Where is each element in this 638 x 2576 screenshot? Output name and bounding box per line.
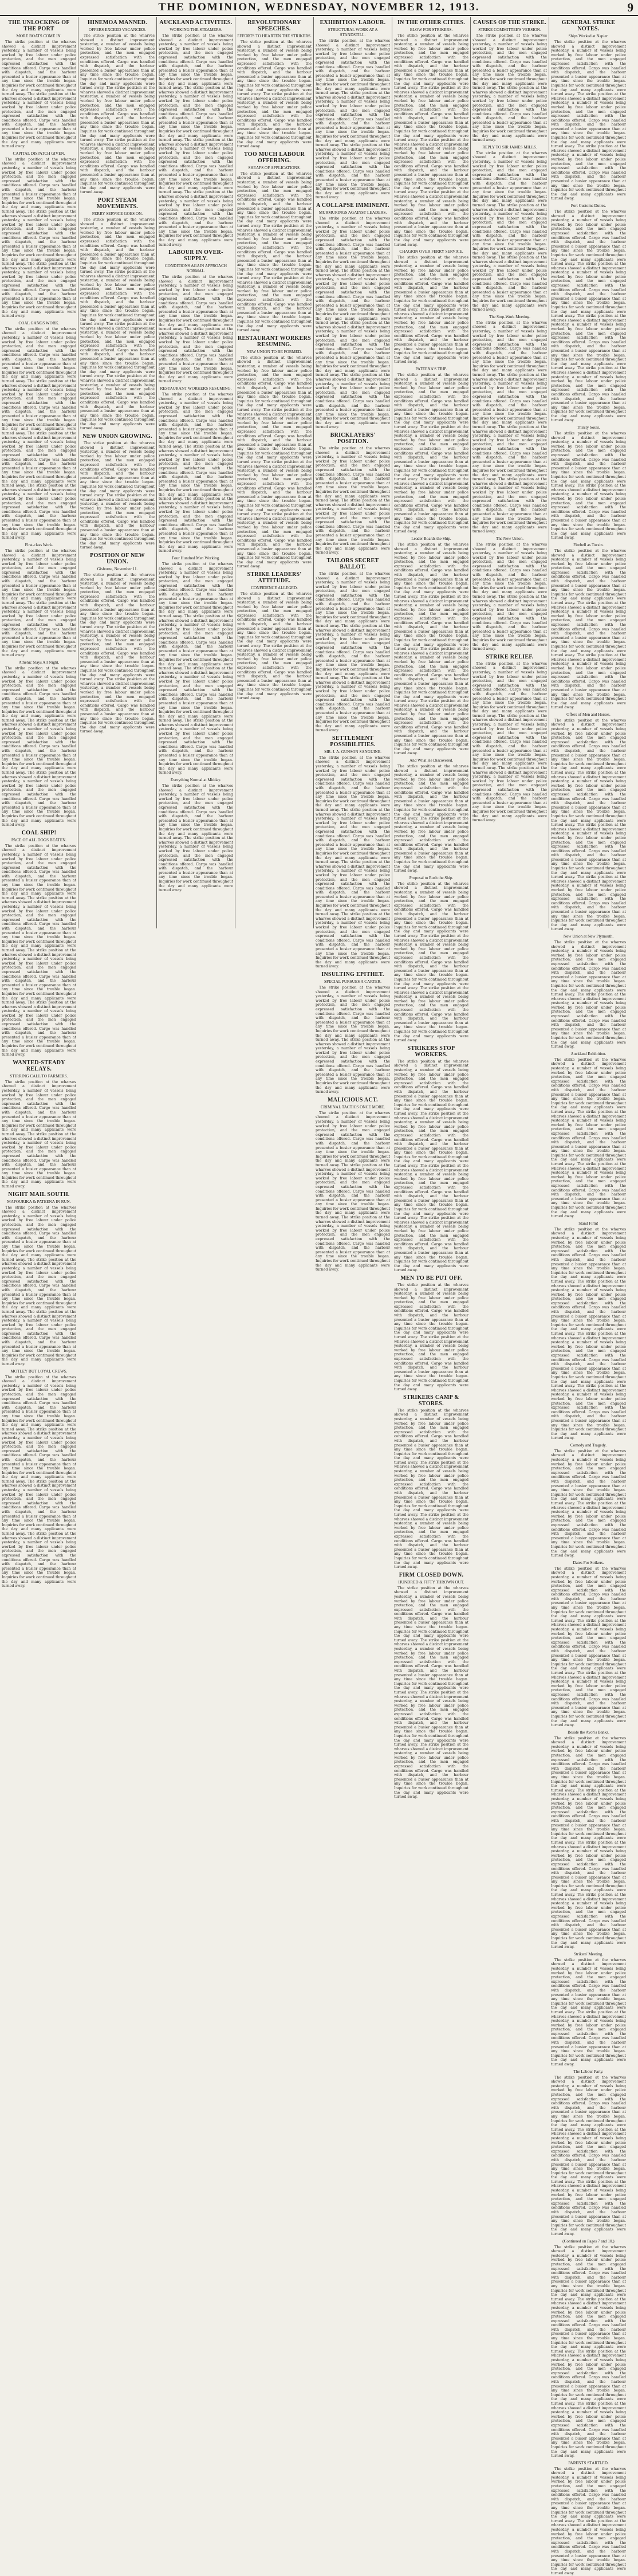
- article-subheading: Beside the Avon's Banks.: [568, 1730, 609, 1735]
- article-body-text: The strike position at the wharves showed a distinct improvement yesterday, a number of vessels being worked by free labour under police protection, and the men engaged expressed satisfaction with the conditions offered. Cargo was handled with dispatch, and the harbour presented a busier appearance than at any time since the trouble began. Inquiries for work continued throughout the day and many applicants were turned away. The strike position at the wharves showed a distinct improvement yesterday, a number of vessels being worked by free labour under police protection, and the men engaged expressed satisfaction with the conditions offered. Cargo was handled with dispatch, and the harbour presented a busier appearance than at any time since the trouble began. Inquiries for work continued throughout the day and many applicants were turned away. The strike position at the wharves showed a distinct improvement yesterday, a number of vessels being worked by free labour under police protection, and the men engaged expressed satisfaction with the conditions offered. Cargo was handled with dispatch, and the harbour presented a busier appearance than at any time since the trouble began. Inquiries for work continued throughout the day and many applicants were turned away. The strike position at the wharves showed a distinct improvement yesterday, a number of vessels being worked by free labour under police protection, and the men engaged expressed satisfaction with the conditions offered. Cargo was handled with dispatch, and the harbour presented a busier appearance than at any time since the trouble began. Inquiries for work continued throughout the day and many applicants were turned away.: [316, 755, 390, 969]
- article-headline: WANTED-STEADY RELAYS.: [13, 1059, 65, 1072]
- article-headline: STRIKE RELIEF.: [486, 653, 534, 660]
- article-subheading: CRIMINAL TACTICS ONCE MORE.: [320, 1104, 385, 1109]
- article: [237, 19, 312, 149]
- article-subheading: Gisborne, November 11.: [97, 566, 138, 571]
- article: [394, 1572, 468, 1799]
- article-subheading: The Labour Party.: [573, 2069, 604, 2074]
- article-body-text: The strike position at the wharves showed a distinct improvement yesterday, a number of vessels being worked by free labour under police protection, and the men engaged expressed satisfaction with the conditions offered. Cargo was handled with dispatch, and the harbour presented a busier appearance than at any time since the trouble began. Inquiries for work continued throughout the day and many applicants were turned away. The strike position at the wharves showed a distinct improvement yesterday, a number of vessels being worked by free labour under police protection, and the men engaged expressed satisfaction with the conditions offered. Cargo was handled with dispatch, and the harbour presented a busier appearance than at any time since the trouble began. Inquiries for work continued throughout the day and many applicants were turned away.: [80, 441, 155, 550]
- article-body-text: The strike position at the wharves showed a distinct improvement yesterday, a number of vessels being worked by free labour under police protection, and the men engaged expressed satisfaction with the conditions offered. Cargo was handled with dispatch, and the harbour presented a busier appearance than at any time since the trouble began. Inquiries for work continued throughout the day and many applicants were turned away. The strike position at the wharves showed a distinct improvement yesterday, a number of vessels being worked by free labour under police protection, and the men engaged expressed satisfaction with the conditions offered. Cargo was handled with dispatch, and the harbour presented a busier appearance than at any time since the trouble began. Inquiries for work continued throughout the day and many applicants were turned away. The strike position at the wharves showed a distinct improvement yesterday, a number of vessels being worked by free labour under police protection, and the men engaged expressed satisfaction with the conditions offered. Cargo was handled with dispatch, and the harbour presented a busier appearance than at any time since the trouble began. Inquiries for work continued throughout the day and many applicants were turned away. The strike position at the wharves showed a distinct improvement yesterday, a number of vessels being worked by free labour under police protection, and the men engaged expressed satisfaction with the conditions offered. Cargo was handled with dispatch, and the harbour presented a busier appearance than at any time since the trouble began. Inquiries for work continued throughout the day and many applicants were turned away.: [551, 2245, 626, 2459]
- article-headline: IN THE OTHER CITIES.: [397, 19, 466, 26]
- article-body-text: The strike position at the wharves showed a distinct improvement yesterday, a number of vessels being worked by free labour under police protection, and the men engaged expressed satisfaction with the conditions offered. Cargo was handled with dispatch, and the harbour presented a busier appearance than at any time since the trouble began. Inquiries for work continued throughout the day and many applicants were turned away. The strike position at the wharves showed a distinct improvement yesterday, a number of vessels being worked by free labour under police protection, and the men engaged expressed satisfaction with the conditions offered. Cargo was handled with dispatch, and the harbour presented a busier appearance than at any time since the trouble began. Inquiries for work continued throughout the day and many applicants were turned away. The strike position at the wharves showed a distinct improvement yesterday, a number of vessels being worked by free labour under police protection, and the men engaged expressed satisfaction with the conditions offered. Cargo was handled with dispatch, and the harbour presented a busier appearance than at any time since the trouble began. Inquiries for work continued throughout the day and many applicants were turned away. The strike position at the wharves showed a distinct improvement yesterday, a number of vessels being worked by free labour under police protection, and the men engaged expressed satisfaction with the conditions offered. Cargo was handled with dispatch, and the harbour presented a busier appearance than at any time since the trouble began. Inquiries for work continued throughout the day and many applicants were turned away.: [237, 355, 312, 569]
- article-subheading: MR. J. A. GUNSON SANGUINE.: [324, 749, 381, 754]
- article: [316, 1097, 390, 1272]
- article: [551, 1730, 626, 1950]
- article-body-text: The strike position at the wharves showed a distinct improvement yesterday, a number of vessels being worked by free labour under police protection, and the men engaged expressed satisfaction with the conditions offered. Cargo was handled with dispatch, and the harbour presented a busier appearance than at any time since the trouble began. Inquiries for work continued throughout the day and many applicants were turned away. The strike position at the wharves showed a distinct improvement yesterday, a number of vessels being worked by free labour under police protection, and the men engaged expressed satisfaction with the conditions offered. Cargo was handled with dispatch, and the harbour presented a busier appearance than at any time since the trouble began. Inquiries for work continued throughout the day and many applicants were turned away.: [472, 542, 547, 652]
- article-subheading: The New Union.: [495, 536, 524, 541]
- article-subheading: New Union at New Plymouth.: [563, 934, 614, 939]
- article: [237, 571, 312, 701]
- article-body-text: The strike position at the wharves showed a distinct improvement yesterday, a number of vessels being worked by free labour under police protection, and the men engaged expressed satisfaction with the conditions offered. Cargo was handled with dispatch, and the harbour presented a busier appearance than at any time since the trouble began. Inquiries for work continued throughout the day and many applicants were turned away. The strike position at the wharves showed a distinct improvement yesterday, a number of vessels being worked by free labour under police protection, and the men engaged expressed satisfaction with the conditions offered. Cargo was handled with dispatch, and the harbour presented a busier appearance than at any time since the trouble began. Inquiries for work continued throughout the day and many applicants were turned away.: [551, 1449, 626, 1558]
- article: [551, 1561, 626, 1728]
- article: [2, 1369, 76, 1589]
- article-body-text: The strike position at the wharves showed a distinct improvement yesterday, a number of vessels being worked by free labour under police protection, and the men engaged expressed satisfaction with the conditions offered. Cargo was handled with dispatch, and the harbour presented a busier appearance than at any time since the trouble began. Inquiries for work continued throughout the day and many applicants were turned away. The strike position at the wharves showed a distinct improvement yesterday, a number of vessels being worked by free labour under police protection, and the men engaged expressed satisfaction with the conditions offered. Cargo was handled with dispatch, and the harbour presented a busier appearance than at any time since the trouble began. Inquiries for work continued throughout the day and many applicants were turned away. The strike position at the wharves showed a distinct improvement yesterday, a number of vessels being worked by free labour under police protection, and the men engaged expressed satisfaction with the conditions offered. Cargo was handled with dispatch, and the harbour presented a busier appearance than at any time since the trouble began. Inquiries for work continued throughout the day and many applicants were turned away.: [159, 392, 233, 554]
- article: [472, 315, 547, 534]
- article: [551, 2461, 626, 2576]
- article-subheading: Dates For Strikers.: [573, 1560, 604, 1565]
- article: [394, 876, 468, 1043]
- article-headline: A COLLAPSE IMMINENT.: [316, 202, 389, 209]
- article-body-text: The strike position at the wharves showed a distinct improvement yesterday, a number of vessels being worked by free labour under police protection, and the men engaged expressed satisfaction with the conditions offered. Cargo was handled with dispatch, and the harbour presented a busier appearance than at any time since the trouble began. Inquiries for work continued throughout the day and many applicants were turned away. The strike position at the wharves showed a distinct improvement yesterday, a number of vessels being worked by free labour under police protection, and the men engaged expressed satisfaction with the conditions offered. Cargo was handled with dispatch, and the harbour presented a busier appearance than at any time since the trouble began. Inquiries for work continued throughout the day and many applicants were turned away.: [159, 275, 233, 384]
- article-subheading: Comedy and Tragedy.: [570, 1442, 607, 1448]
- article-subheading: First-class Work.: [25, 542, 53, 547]
- article: [551, 19, 626, 201]
- article-subheading: REPLY TO SIR JAMES MILLS.: [482, 144, 537, 150]
- article-body-text: The strike position at the wharves showed a distinct improvement yesterday, a number of vessels being worked by free labour under police protection, and the men engaged expressed satisfaction with the conditions offered. Cargo was handled with dispatch, and the harbour presented a busier appearance than at any time since the trouble began. Inquiries for work continued throughout the day and many applicants were turned away. The strike position at the wharves showed a distinct improvement yesterday, a number of vessels being worked by free labour under police protection, and the men engaged expressed satisfaction with the conditions offered. Cargo was handled with dispatch, and the harbour presented a busier appearance than at any time since the trouble began. Inquiries for work continued throughout the day and many applicants were turned away. The strike position at the wharves showed a distinct improvement yesterday, a number of vessels being worked by free labour under police protection, and the men engaged expressed satisfaction with the conditions offered. Cargo was handled with dispatch, and the harbour presented a busier appearance than at any time since the trouble began. Inquiries for work continued throughout the day and many applicants were turned away.: [551, 2075, 626, 2236]
- article-subheading: The Stop-Work Meeting.: [489, 314, 530, 319]
- article-subheading: Auckland Exhibition.: [570, 1051, 607, 1056]
- article-body-text: The strike position at the wharves showed a distinct improvement yesterday, a number of vessels being worked by free labour under police protection, and the men engaged expressed satisfaction with the conditions offered. Cargo was handled with dispatch, and the harbour presented a busier appearance than at any time since the trouble began. Inquiries for work continued throughout the day and many applicants were turned away. The strike position at the wharves showed a distinct improvement yesterday, a number of vessels being worked by free labour under police protection, and the men engaged expressed satisfaction with the conditions offered. Cargo was handled with dispatch, and the harbour presented a busier appearance than at any time since the trouble began. Inquiries for work continued throughout the day and many applicants were turned away. The strike position at the wharves showed a distinct improvement yesterday, a number of vessels being worked by free labour under police protection, and the men engaged expressed satisfaction with the conditions offered. Cargo was handled with dispatch, and the harbour presented a busier appearance than at any time since the trouble began. Inquiries for work continued throughout the day and many applicants were turned away.: [394, 881, 468, 1043]
- article-body-text: The strike position at the wharves showed a distinct improvement yesterday, a number of vessels being worked by free labour under police protection, and the men engaged expressed satisfaction with the conditions offered. Cargo was handled with dispatch, and the harbour presented a busier appearance than at any time since the trouble began. Inquiries for work continued throughout the day and many applicants were turned away. The strike position at the wharves showed a distinct improvement yesterday, a number of vessels being worked by free labour under police protection, and the men engaged expressed satisfaction with the conditions offered. Cargo was handled with dispatch, and the harbour presented a busier appearance than at any time since the trouble began. Inquiries for work continued throughout the day and many applicants were turned away. The strike position at the wharves showed a distinct improvement yesterday, a number of vessels being worked by free labour under police protection, and the men engaged expressed satisfaction with the conditions offered. Cargo was handled with dispatch, and the harbour presented a busier appearance than at any time since the trouble began. Inquiries for work continued throughout the day and many applicants were turned away.: [80, 573, 155, 734]
- article-subheading: STRUCTURAL WORK AT A STANDSTILL.: [328, 28, 378, 37]
- article-body-text: The strike position at the wharves showed a distinct improvement yesterday, a number of vessels being worked by free labour under police protection, and the men engaged expressed satisfaction with the conditions offered. Cargo was handled with dispatch, and the harbour presented a busier appearance than at any time since the trouble began. Inquiries for work continued throughout the day and many applicants were turned away. The strike position at the wharves showed a distinct improvement yesterday, a number of vessels being worked by free labour under police protection, and the men engaged expressed satisfaction with the conditions offered. Cargo was handled with dispatch, and the harbour presented a busier appearance than at any time since the trouble began. Inquiries for work continued throughout the day and many applicants were turned away. The strike position at the wharves showed a distinct improvement yesterday, a number of vessels being worked by free labour under police protection, and the men engaged expressed satisfaction with the conditions offered. Cargo was handled with dispatch, and the harbour presented a busier appearance than at any time since the trouble began. Inquiries for work continued throughout the day and many applicants were turned away. The strike position at the wharves showed a distinct improvement yesterday, a number of vessels being worked by free labour under police protection, and the men engaged expressed satisfaction with the conditions offered. Cargo was handled with dispatch, and the harbour presented a busier appearance than at any time since the trouble began. Inquiries for work continued throughout the day and many applicants were turned away.: [394, 1059, 468, 1273]
- article-subheading: MORE BOATS COME IN.: [16, 34, 62, 38]
- article-subheading: Port Customs Duties.: [570, 203, 607, 208]
- article-headline: FIRM CLOSED DOWN.: [399, 1571, 464, 1578]
- article: [2, 543, 76, 658]
- article: [159, 249, 233, 384]
- column-5: [314, 17, 392, 1272]
- article-subheading: Firebell as Tocsin.: [573, 542, 604, 547]
- article-headline: COAL SHIP!: [21, 829, 57, 836]
- article-subheading: And What He Discovered.: [409, 758, 454, 763]
- article: [394, 19, 468, 247]
- article: [551, 1221, 626, 1441]
- article-body-text: The strike position at the wharves showed a distinct improvement yesterday, a number of vessels being worked by free labour under police protection, and the men engaged expressed satisfaction with the conditions offered. Cargo was handled with dispatch, and the harbour presented a busier appearance than at any time since the trouble began. Inquiries for work continued throughout the day and many applicants were turned away. The strike position at the wharves showed a distinct improvement yesterday, a number of vessels being worked by free labour under police protection, and the men engaged expressed satisfaction with the conditions offered. Cargo was handled with dispatch, and the harbour presented a busier appearance than at any time since the trouble began. Inquiries for work continued throughout the day and many applicants were turned away.: [237, 40, 312, 149]
- article-body-text: The strike position at the wharves showed a distinct improvement yesterday, a number of vessels being worked by free labour under police protection, and the men engaged expressed satisfaction with the conditions offered. Cargo was handled with dispatch, and the harbour presented a busier appearance than at any time since the trouble began. Inquiries for work continued throughout the day and many applicants were turned away. The strike position at the wharves showed a distinct improvement yesterday, a number of vessels being worked by free labour under police protection, and the men engaged expressed satisfaction with the conditions offered. Cargo was handled with dispatch, and the harbour presented a busier appearance than at any time since the trouble began. Inquiries for work continued throughout the day and many applicants were turned away. The strike position at the wharves showed a distinct improvement yesterday, a number of vessels being worked by free labour under police protection, and the men engaged expressed satisfaction with the conditions offered. Cargo was handled with dispatch, and the harbour presented a busier appearance than at any time since the trouble began. Inquiries for work continued throughout the day and many applicants were turned away.: [316, 39, 390, 200]
- column-1: [0, 17, 78, 1589]
- article-body-text: The strike position at the wharves showed a distinct improvement yesterday, a number of vessels being worked by free labour under police protection, and the men engaged expressed satisfaction with the conditions offered. Cargo was handled with dispatch, and the harbour presented a busier appearance than at any time since the trouble began. Inquiries for work continued throughout the day and many applicants were turned away. The strike position at the wharves showed a distinct improvement yesterday, a number of vessels being worked by free labour under police protection, and the men engaged expressed satisfaction with the conditions offered. Cargo was handled with dispatch, and the harbour presented a busier appearance than at any time since the trouble began. Inquiries for work continued throughout the day and many applicants were turned away. The strike position at the wharves showed a distinct improvement yesterday, a number of vessels being worked by free labour under police protection, and the men engaged expressed satisfaction with the conditions offered. Cargo was handled with dispatch, and the harbour presented a busier appearance than at any time since the trouble began. Inquiries for work continued throughout the day and many applicants were turned away.: [2, 1205, 76, 1367]
- article-subheading: PACE OF ALL DOGS BEATEN.: [11, 837, 67, 842]
- article: [316, 432, 390, 555]
- article-body-text: The strike position at the wharves showed a distinct improvement yesterday, a number of vessels being worked by free labour under police protection, and the men engaged expressed satisfaction with the conditions offered. Cargo was handled with dispatch, and the harbour presented a busier appearance than at any time since the trouble began. Inquiries for work continued throughout the day and many applicants were turned away. The strike position at the wharves showed a distinct improvement yesterday, a number of vessels being worked by free labour under police protection, and the men engaged expressed satisfaction with the conditions offered. Cargo was handled with dispatch, and the harbour presented a busier appearance than at any time since the trouble began. Inquiries for work continued throughout the day and many applicants were turned away. The strike position at the wharves showed a distinct improvement yesterday, a number of vessels being worked by free labour under police protection, and the men engaged expressed satisfaction with the conditions offered. Cargo was handled with dispatch, and the harbour presented a busier appearance than at any time since the trouble began. Inquiries for work continued throughout the day and many applicants were turned away.: [551, 1057, 626, 1219]
- article: [2, 19, 76, 149]
- article-body-text: The strike position at the wharves showed a distinct improvement yesterday, a number of vessels being worked by free labour under police protection, and the men engaged expressed satisfaction with the conditions offered. Cargo was handled with dispatch, and the harbour presented a busier appearance than at any time since the trouble began. Inquiries for work continued throughout the day and many applicants were turned away. The strike position at the wharves showed a distinct improvement yesterday, a number of vessels being worked by free labour under police protection, and the men engaged expressed satisfaction with the conditions offered. Cargo was handled with dispatch, and the harbour presented a busier appearance than at any time since the trouble began. Inquiries for work continued throughout the day and many applicants were turned away. The strike position at the wharves showed a distinct improvement yesterday, a number of vessels being worked by free labour under police protection, and the men engaged expressed satisfaction with the conditions offered. Cargo was handled with dispatch, and the harbour presented a busier appearance than at any time since the trouble began. Inquiries for work continued throughout the day and many applicants were turned away. The strike position at the wharves showed a distinct improvement yesterday, a number of vessels being worked by free labour under police protection, and the men engaged expressed satisfaction with the conditions offered. Cargo was handled with dispatch, and the harbour presented a busier appearance than at any time since the trouble began. Inquiries for work continued throughout the day and many applicants were turned away.: [551, 1227, 626, 1441]
- article: [551, 1952, 626, 2067]
- article: [2, 1060, 76, 1189]
- article-body-text: The strike position at the wharves showed a distinct improvement yesterday, a number of vessels being worked by free labour under police protection, and the men engaged expressed satisfaction with the conditions offered. Cargo was handled with dispatch, and the harbour presented a busier appearance than at any time since the trouble began. Inquiries for work continued throughout the day and many applicants were turned away. The strike position at the wharves showed a distinct improvement yesterday, a number of vessels being worked by free labour under police protection, and the men engaged expressed satisfaction with the conditions offered. Cargo was handled with dispatch, and the harbour presented a busier appearance than at any time since the trouble began. Inquiries for work continued throughout the day and many applicants were turned away.: [551, 2467, 626, 2575]
- article-body-text: The strike position at the wharves showed a distinct improvement yesterday, a number of vessels being worked by free labour under police protection, and the men engaged expressed satisfaction with the conditions offered. Cargo was handled with dispatch, and the harbour presented a busier appearance than at any time since the trouble began. Inquiries for work continued throughout the day and many applicants were turned away. The strike position at the wharves showed a distinct improvement yesterday, a number of vessels being worked by free labour under police protection, and the men engaged expressed satisfaction with the conditions offered. Cargo was handled with dispatch, and the harbour presented a busier appearance than at any time since the trouble began. Inquiries for work continued throughout the day and many applicants were turned away.: [2, 40, 76, 149]
- article-body-text: The strike position at the wharves showed a distinct improvement yesterday, a number of vessels being worked by free labour under police protection, and the men engaged expressed satisfaction with the conditions offered. Cargo was handled with dispatch, and the harbour presented a busier appearance than at any time since the trouble began. Inquiries for work continued throughout the day and many applicants were turned away. The strike position at the wharves showed a distinct improvement yesterday, a number of vessels being worked by free labour under police protection, and the men engaged expressed satisfaction with the conditions offered. Cargo was handled with dispatch, and the harbour presented a busier appearance than at any time since the trouble began. Inquiries for work continued throughout the day and many applicants were turned away. The strike position at the wharves showed a distinct improvement yesterday, a number of vessels being worked by free labour under police protection, and the men engaged expressed satisfaction with the conditions offered. Cargo was handled with dispatch, and the harbour presented a busier appearance than at any time since the trouble began. Inquiries for work continued throughout the day and many applicants were turned away.: [237, 171, 312, 333]
- article: [316, 558, 390, 733]
- article-headline: POSITION OF NEW UNION.: [90, 552, 145, 565]
- article-subheading: MOTLEY BUT LOYAL CREWS.: [10, 1369, 68, 1374]
- article: [394, 536, 468, 756]
- article-body-text: The strike position at the wharves showed a distinct improvement yesterday, a number of vessels being worked by free labour under police protection, and the men engaged expressed satisfaction with the conditions offered. Cargo was handled with dispatch, and the harbour presented a busier appearance than at any time since the trouble began. Inquiries for work continued throughout the day and many applicants were turned away. The strike position at the wharves showed a distinct improvement yesterday, a number of vessels being worked by free labour under police protection, and the men engaged expressed satisfaction with the conditions offered. Cargo was handled with dispatch, and the harbour presented a busier appearance than at any time since the trouble began. Inquiries for work continued throughout the day and many applicants were turned away. The strike position at the wharves showed a distinct improvement yesterday, a number of vessels being worked by free labour under police protection, and the men engaged expressed satisfaction with the conditions offered. Cargo was handled with dispatch, and the harbour presented a busier appearance than at any time since the trouble began. Inquiries for work continued throughout the day and many applicants were turned away. The strike position at the wharves showed a distinct improvement yesterday, a number of vessels being worked by free labour under police protection, and the men engaged expressed satisfaction with the conditions offered. Cargo was handled with dispatch, and the harbour presented a busier appearance than at any time since the trouble began. Inquiries for work continued throughout the day and many applicants were turned away.: [394, 1586, 468, 1799]
- article: [551, 203, 626, 423]
- article-body-text: The strike position at the wharves showed a distinct improvement yesterday, a number of vessels being worked by free labour under police protection, and the men engaged expressed satisfaction with the conditions offered. Cargo was handled with dispatch, and the harbour presented a busier appearance than at any time since the trouble began. Inquiries for work continued throughout the day and many applicants were turned away. The strike position at the wharves showed a distinct improvement yesterday, a number of vessels being worked by free labour under police protection, and the men engaged expressed satisfaction with the conditions offered. Cargo was handled with dispatch, and the harbour presented a busier appearance than at any time since the trouble began. Inquiries for work continued throughout the day and many applicants were turned away. The strike position at the wharves showed a distinct improvement yesterday, a number of vessels being worked by free labour under police protection, and the men engaged expressed satisfaction with the conditions offered. Cargo was handled with dispatch, and the harbour presented a busier appearance than at any time since the trouble began. Inquiries for work continued throughout the day and many applicants were turned away. The strike position at the wharves showed a distinct improvement yesterday, a number of vessels being worked by free labour under police protection, and the men engaged expressed satisfaction with the conditions offered. Cargo was handled with dispatch, and the harbour presented a busier appearance than at any time since the trouble began. Inquiries for work continued throughout the day and many applicants were turned away.: [472, 320, 547, 534]
- article-headline: RESTAURANT WORKERS RESUMING.: [238, 335, 311, 348]
- article-headline: NEW UNION GROWING.: [82, 433, 152, 440]
- article-headline: GENERAL STRIKE NOTES.: [561, 19, 616, 32]
- article-subheading: COAL GANGS WORK.: [18, 320, 60, 326]
- article-headline: CAUSES OF THE STRIKE.: [472, 19, 546, 26]
- article-headline: MALICIOUS ACT.: [328, 1096, 378, 1103]
- article-body-text: The strike position at the wharves showed a distinct improvement yesterday, a number of vessels being worked by free labour under police protection, and the men engaged expressed satisfaction with the conditions offered. Cargo was handled with dispatch, and the harbour presented a busier appearance than at any time since the trouble began. Inquiries for work continued throughout the day and many applicants were turned away. The strike position at the wharves showed a distinct improvement yesterday, a number of vessels being worked by free labour under police protection, and the men engaged expressed satisfaction with the conditions offered. Cargo was handled with dispatch, and the harbour presented a busier appearance than at any time since the trouble began. Inquiries for work continued throughout the day and many applicants were turned away. The strike position at the wharves showed a distinct improvement yesterday, a number of vessels being worked by free labour under police protection, and the men engaged expressed satisfaction with the conditions offered. Cargo was handled with dispatch, and the harbour presented a busier appearance than at any time since the trouble began. Inquiries for work continued throughout the day and many applicants were turned away.: [80, 34, 155, 195]
- article-subheading: Proposal to Rush the Ship.: [409, 875, 454, 880]
- article-headline: TOO MUCH LABOUR OFFERING.: [244, 151, 305, 164]
- article: [472, 536, 547, 652]
- article: [80, 552, 155, 734]
- article-subheading: MAPOURIKA & PATEENA IN RUN.: [7, 1199, 71, 1204]
- article: [394, 1394, 468, 1570]
- article-body-text: The strike position at the wharves showed a distinct improvement yesterday, a number of vessels being worked by free labour under police protection, and the men engaged expressed satisfaction with the conditions offered. Cargo was handled with dispatch, and the harbour presented a busier appearance than at any time since the trouble began. Inquiries for work continued throughout the day and many applicants were turned away. The strike position at the wharves showed a distinct improvement yesterday, a number of vessels being worked by free labour under police protection, and the men engaged expressed satisfaction with the conditions offered. Cargo was handled with dispatch, and the harbour presented a busier appearance than at any time since the trouble began. Inquiries for work continued throughout the day and many applicants were turned away. The strike position at the wharves showed a distinct improvement yesterday, a number of vessels being worked by free labour under police protection, and the men engaged expressed satisfaction with the conditions offered. Cargo was handled with dispatch, and the harbour presented a busier appearance than at any time since the trouble began. Inquiries for work continued throughout the day and many applicants were turned away. The strike position at the wharves showed a distinct improvement yesterday, a number of vessels being worked by free labour under police protection, and the men engaged expressed satisfaction with the conditions offered. Cargo was handled with dispatch, and the harbour presented a busier appearance than at any time since the trouble began. Inquiries for work continued throughout the day and many applicants were turned away.: [551, 718, 626, 932]
- article-subheading: Ships Worked at Napier.: [568, 34, 609, 38]
- article: [551, 712, 626, 932]
- article-headline: NIGHT MAIL SOUTH.: [8, 1191, 70, 1198]
- article-headline: INSULTING EPITHET.: [321, 971, 384, 978]
- article-body-text: The strike position at the wharves showed a distinct improvement yesterday, a number of vessels being worked by free labour under police protection, and the men engaged expressed satisfaction with the conditions offered. Cargo was handled with dispatch, and the harbour presented a busier appearance than at any time since the trouble began. Inquiries for work continued throughout the day and many applicants were turned away. The strike position at the wharves showed a distinct improvement yesterday, a number of vessels being worked by free labour under police protection, and the men engaged expressed satisfaction with the conditions offered. Cargo was handled with dispatch, and the harbour presented a busier appearance than at any time since the trouble began. Inquiries for work continued throughout the day and many applicants were turned away. The strike position at the wharves showed a distinct improvement yesterday, a number of vessels being worked by free labour under police protection, and the men engaged expressed satisfaction with the conditions offered. Cargo was handled with dispatch, and the harbour presented a busier appearance than at any time since the trouble began. Inquiries for work continued throughout the day and many applicants were turned away.: [394, 1408, 468, 1570]
- article-body-text: The strike position at the wharves showed a distinct improvement yesterday, a number of vessels being worked by free labour under police protection, and the men engaged expressed satisfaction with the conditions offered. Cargo was handled with dispatch, and the harbour presented a busier appearance than at any time since the trouble began. Inquiries for work continued throughout the day and many applicants were turned away. The strike position at the wharves showed a distinct improvement yesterday, a number of vessels being worked by free labour under police protection, and the men engaged expressed satisfaction with the conditions offered. Cargo was handled with dispatch, and the harbour presented a busier appearance than at any time since the trouble began. Inquiries for work continued throughout the day and many applicants were turned away.: [394, 764, 468, 873]
- article-body-text: The strike position at the wharves showed a distinct improvement yesterday, a number of vessels being worked by free labour under police protection, and the men engaged expressed satisfaction with the conditions offered. Cargo was handled with dispatch, and the harbour presented a busier appearance than at any time since the trouble began. Inquiries for work continued throughout the day and many applicants were turned away. The strike position at the wharves showed a distinct improvement yesterday, a number of vessels being worked by free labour under police protection, and the men engaged expressed satisfaction with the conditions offered. Cargo was handled with dispatch, and the harbour presented a busier appearance than at any time since the trouble began. Inquiries for work continued throughout the day and many applicants were turned away. The strike position at the wharves showed a distinct improvement yesterday, a number of vessels being worked by free labour under police protection, and the men engaged expressed satisfaction with the conditions offered. Cargo was handled with dispatch, and the harbour presented a busier appearance than at any time since the trouble began. Inquiries for work continued throughout the day and many applicants were turned away. The strike position at the wharves showed a distinct improvement yesterday, a number of vessels being worked by free labour under police protection, and the men engaged expressed satisfaction with the conditions offered. Cargo was handled with dispatch, and the harbour presented a busier appearance than at any time since the trouble began. Inquiries for work continued throughout the day and many applicants were turned away.: [2, 1375, 76, 1589]
- article: [551, 2239, 626, 2459]
- article-subheading: STIRRING CALL TO FARMERS.: [10, 1073, 68, 1079]
- article-subheading: NEW UNION TO BE FORMED.: [246, 349, 302, 354]
- article-subheading: FERRY SERVICE GOES ON.: [92, 211, 143, 216]
- article-headline: STRIKERS CAMP & STORES.: [403, 1394, 459, 1407]
- article: [316, 19, 390, 200]
- article-body-text: The strike position at the wharves showed a distinct improvement yesterday, a number of vessels being worked by free labour under police protection, and the men engaged expressed satisfaction with the conditions offered. Cargo was handled with dispatch, and the harbour presented a busier appearance than at any time since the trouble began. Inquiries for work continued throughout the day and many applicants were turned away. The strike position at the wharves showed a distinct improvement yesterday, a number of vessels being worked by free labour under police protection, and the men engaged expressed satisfaction with the conditions offered. Cargo was handled with dispatch, and the harbour presented a busier appearance than at any time since the trouble began. Inquiries for work continued throughout the day and many applicants were turned away.: [394, 256, 468, 364]
- article-headline: HINEMOA MANNED.: [88, 19, 147, 26]
- article: [394, 249, 468, 364]
- article-subheading: Offers of Men and Horses.: [566, 712, 611, 717]
- article-body-text: The strike position at the wharves showed a distinct improvement yesterday, a number of vessels being worked by free labour under police protection, and the men engaged expressed satisfaction with the conditions offered. Cargo was handled with dispatch, and the harbour presented a busier appearance than at any time since the trouble began. Inquiries for work continued throughout the day and many applicants were turned away. The strike position at the wharves showed a distinct improvement yesterday, a number of vessels being worked by free labour under police protection, and the men engaged expressed satisfaction with the conditions offered. Cargo was handled with dispatch, and the harbour presented a busier appearance than at any time since the trouble began. Inquiries for work continued throughout the day and many applicants were turned away.: [159, 784, 233, 893]
- article-headline: REVOLUTIONARY SPEECHES.: [247, 19, 301, 32]
- article-subheading: Stand Firm!: [578, 1221, 598, 1226]
- article-body-text: The strike position at the wharves showed a distinct improvement yesterday, a number of vessels being worked by free labour under police protection, and the men engaged expressed satisfaction with the conditions offered. Cargo was handled with dispatch, and the harbour presented a busier appearance than at any time since the trouble began. Inquiries for work continued throughout the day and many applicants were turned away. The strike position at the wharves showed a distinct improvement yesterday, a number of vessels being worked by free labour under police protection, and the men engaged expressed satisfaction with the conditions offered. Cargo was handled with dispatch, and the harbour presented a busier appearance than at any time since the trouble began. Inquiries for work continued throughout the day and many applicants were turned away. The strike position at the wharves showed a distinct improvement yesterday, a number of vessels being worked by free labour under police protection, and the men engaged expressed satisfaction with the conditions offered. Cargo was handled with dispatch, and the harbour presented a busier appearance than at any time since the trouble began. Inquiries for work continued throughout the day and many applicants were turned away. The strike position at the wharves showed a distinct improvement yesterday, a number of vessels being worked by free labour under police protection, and the men engaged expressed satisfaction with the conditions offered. Cargo was handled with dispatch, and the harbour presented a busier appearance than at any time since the trouble began. Inquiries for work continued throughout the day and many applicants were turned away.: [80, 217, 155, 431]
- article: [159, 556, 233, 775]
- article-body-text: The strike position at the wharves showed a distinct improvement yesterday, a number of vessels being worked by free labour under police protection, and the men engaged expressed satisfaction with the conditions offered. Cargo was handled with dispatch, and the harbour presented a busier appearance than at any time since the trouble began. Inquiries for work continued throughout the day and many applicants were turned away. The strike position at the wharves showed a distinct improvement yesterday, a number of vessels being worked by free labour under police protection, and the men engaged expressed satisfaction with the conditions offered. Cargo was handled with dispatch, and the harbour presented a busier appearance than at any time since the trouble began. Inquiries for work continued throughout the day and many applicants were turned away. The strike position at the wharves showed a distinct improvement yesterday, a number of vessels being worked by free labour under police protection, and the men engaged expressed satisfaction with the conditions offered. Cargo was handled with dispatch, and the harbour presented a busier appearance than at any time since the trouble began. Inquiries for work continued throughout the day and many applicants were turned away. The strike position at the wharves showed a distinct improvement yesterday, a number of vessels being worked by free labour under police protection, and the men engaged expressed satisfaction with the conditions offered. Cargo was handled with dispatch, and the harbour presented a busier appearance than at any time since the trouble began. Inquiries for work continued throughout the day and many applicants were turned away.: [2, 327, 76, 540]
- article-body-text: The strike position at the wharves showed a distinct improvement yesterday, a number of vessels being worked by free labour under police protection, and the men engaged expressed satisfaction with the conditions offered. Cargo was handled with dispatch, and the harbour presented a busier appearance than at any time since the trouble began. Inquiries for work continued throughout the day and many applicants were turned away. The strike position at the wharves showed a distinct improvement yesterday, a number of vessels being worked by free labour under police protection, and the men engaged expressed satisfaction with the conditions offered. Cargo was handled with dispatch, and the harbour presented a busier appearance than at any time since the trouble began. Inquiries for work continued throughout the day and many applicants were turned away.: [551, 940, 626, 1049]
- article-body-text: The strike position at the wharves showed a distinct improvement yesterday, a number of vessels being worked by free labour under police protection, and the men engaged expressed satisfaction with the conditions offered. Cargo was handled with dispatch, and the harbour presented a busier appearance than at any time since the trouble began. Inquiries for work continued throughout the day and many applicants were turned away. The strike position at the wharves showed a distinct improvement yesterday, a number of vessels being worked by free labour under police protection, and the men engaged expressed satisfaction with the conditions offered. Cargo was handled with dispatch, and the harbour presented a busier appearance than at any time since the trouble began. Inquiries for work continued throughout the day and many applicants were turned away. The strike position at the wharves showed a distinct improvement yesterday, a number of vessels being worked by free labour under police protection, and the men engaged expressed satisfaction with the conditions offered. Cargo was handled with dispatch, and the harbour presented a busier appearance than at any time since the trouble began. Inquiries for work continued throughout the day and many applicants were turned away. The strike position at the wharves showed a distinct improvement yesterday, a number of vessels being worked by free labour under police protection, and the men engaged expressed satisfaction with the conditions offered. Cargo was handled with dispatch, and the harbour presented a busier appearance than at any time since the trouble began. Inquiries for work continued throughout the day and many applicants were turned away.: [551, 1736, 626, 1950]
- article: [2, 321, 76, 540]
- article-headline: BRICKLAYERS' POSITION.: [330, 432, 376, 445]
- article-body-text: The strike position at the wharves showed a distinct improvement yesterday, a number of vessels being worked by free labour under police protection, and the men engaged expressed satisfaction with the conditions offered. Cargo was handled with dispatch, and the harbour presented a busier appearance than at any time since the trouble began. Inquiries for work continued throughout the day and many applicants were turned away. The strike position at the wharves showed a distinct improvement yesterday, a number of vessels being worked by free labour under police protection, and the men engaged expressed satisfaction with the conditions offered. Cargo was handled with dispatch, and the harbour presented a busier appearance than at any time since the trouble began. Inquiries for work continued throughout the day and many applicants were turned away. The strike position at the wharves showed a distinct improvement yesterday, a number of vessels being worked by free labour under police protection, and the men engaged expressed satisfaction with the conditions offered. Cargo was handled with dispatch, and the harbour presented a busier appearance than at any time since the trouble began. Inquiries for work continued throughout the day and many applicants were turned away. The strike position at the wharves showed a distinct improvement yesterday, a number of vessels being worked by free labour under police protection, and the men engaged expressed satisfaction with the conditions offered. Cargo was handled with dispatch, and the harbour presented a busier appearance than at any time since the trouble began. Inquiries for work continued throughout the day and many applicants were turned away.: [394, 34, 468, 247]
- article-body-text: The strike position at the wharves showed a distinct improvement yesterday, a number of vessels being worked by free labour under police protection, and the men engaged expressed satisfaction with the conditions offered. Cargo was handled with dispatch, and the harbour presented a busier appearance than at any time since the trouble began. Inquiries for work continued throughout the day and many applicants were turned away. The strike position at the wharves showed a distinct improvement yesterday, a number of vessels being worked by free labour under police protection, and the men engaged expressed satisfaction with the conditions offered. Cargo was handled with dispatch, and the harbour presented a busier appearance than at any time since the trouble began. Inquiries for work continued throughout the day and many applicants were turned away. The strike position at the wharves showed a distinct improvement yesterday, a number of vessels being worked by free labour under police protection, and the men engaged expressed satisfaction with the conditions offered. Cargo was handled with dispatch, and the harbour presented a busier appearance than at any time since the trouble began. Inquiries for work continued throughout the day and many applicants were turned away.: [551, 40, 626, 201]
- column-3: [157, 17, 235, 928]
- article: [394, 1275, 468, 1392]
- article-subheading: SPECIAL PURSUES A CARTER.: [324, 979, 381, 984]
- article-body-text: The strike position at the wharves showed a distinct improvement yesterday, a number of vessels being worked by free labour under police protection, and the men engaged expressed satisfaction with the conditions offered. Cargo was handled with dispatch, and the harbour presented a busier appearance than at any time since the trouble began. Inquiries for work continued throughout the day and many applicants were turned away. The strike position at the wharves showed a distinct improvement yesterday, a number of vessels being worked by free labour under police protection, and the men engaged expressed satisfaction with the conditions offered. Cargo was handled with dispatch, and the harbour presented a busier appearance than at any time since the trouble began. Inquiries for work continued throughout the day and many applicants were turned away. The strike position at the wharves showed a distinct improvement yesterday, a number of vessels being worked by free labour under police protection, and the men engaged expressed satisfaction with the conditions offered. Cargo was handled with dispatch, and the harbour presented a busier appearance than at any time since the trouble began. Inquiries for work continued throughout the day and many applicants were turned away.: [472, 661, 547, 823]
- article-subheading: Four Hundred Men Working.: [172, 555, 220, 560]
- article-headline: PORT STEAM MOVEMENTS.: [96, 197, 139, 210]
- article-body-text: The strike position at the wharves showed a distinct improvement yesterday, a number of vessels being worked by free labour under police protection, and the men engaged expressed satisfaction with the conditions offered. Cargo was handled with dispatch, and the harbour presented a busier appearance than at any time since the trouble began. Inquiries for work continued throughout the day and many applicants were turned away. The strike position at the wharves showed a distinct improvement yesterday, a number of vessels being worked by free labour under police protection, and the men engaged expressed satisfaction with the conditions offered. Cargo was handled with dispatch, and the harbour presented a busier appearance than at any time since the trouble began. Inquiries for work continued throughout the day and many applicants were turned away.: [472, 34, 547, 143]
- article-headline: SETTLEMENT POSSIBILITIES.: [330, 735, 376, 748]
- article: [551, 2069, 626, 2237]
- article-subheading: OFFERS EXCEED VACANCIES.: [88, 28, 147, 32]
- article: [159, 778, 233, 893]
- article-subheading: SHEAFS OF APPLICATIONS.: [248, 165, 301, 170]
- article-headline: AUCKLAND ACTIVITIES.: [159, 19, 233, 26]
- article-body-text: The strike position at the wharves showed a distinct improvement yesterday, a number of vessels being worked by free labour under police protection, and the men engaged expressed satisfaction with the conditions offered. Cargo was handled with dispatch, and the harbour presented a busier appearance than at any time since the trouble began. Inquiries for work continued throughout the day and many applicants were turned away. The strike position at the wharves showed a distinct improvement yesterday, a number of vessels being worked by free labour under police protection, and the men engaged expressed satisfaction with the conditions offered. Cargo was handled with dispatch, and the harbour presented a busier appearance than at any time since the trouble began. Inquiries for work continued throughout the day and many applicants were turned away.: [551, 1958, 626, 2067]
- article-subheading: MURMURINGS AGAINST LEADERS.: [318, 210, 387, 215]
- article-subheading: CONFIDENCE ALLEGED.: [251, 585, 298, 590]
- article-subheading: HUNDRED & FIFTY THROWN OUT.: [398, 1579, 464, 1585]
- article: [159, 19, 233, 247]
- article: [316, 971, 390, 1095]
- article-columns: [0, 17, 638, 2575]
- article-body-text: The strike position at the wharves showed a distinct improvement yesterday, a number of vessels being worked by free labour under police protection, and the men engaged expressed satisfaction with the conditions offered. Cargo was handled with dispatch, and the harbour presented a busier appearance than at any time since the trouble began. Inquiries for work continued throughout the day and many applicants were turned away. The strike position at the wharves showed a distinct improvement yesterday, a number of vessels being worked by free labour under police protection, and the men engaged expressed satisfaction with the conditions offered. Cargo was handled with dispatch, and the harbour presented a busier appearance than at any time since the trouble began. Inquiries for work continued throughout the day and many applicants were turned away. The strike position at the wharves showed a distinct improvement yesterday, a number of vessels being worked by free labour under police protection, and the men engaged expressed satisfaction with the conditions offered. Cargo was handled with dispatch, and the harbour presented a busier appearance than at any time since the trouble began. Inquiries for work continued throughout the day and many applicants were turned away.: [551, 548, 626, 710]
- article: [472, 19, 547, 143]
- column-8: [549, 17, 628, 2575]
- article: [394, 367, 468, 534]
- article: [472, 654, 547, 823]
- column-7: [471, 17, 549, 928]
- article-body-text: The strike position at the wharves showed a distinct improvement yesterday, a number of vessels being worked by free labour under police protection, and the men engaged expressed satisfaction with the conditions offered. Cargo was handled with dispatch, and the harbour presented a busier appearance than at any time since the trouble began. Inquiries for work continued throughout the day and many applicants were turned away. The strike position at the wharves showed a distinct improvement yesterday, a number of vessels being worked by free labour under police protection, and the men engaged expressed satisfaction with the conditions offered. Cargo was handled with dispatch, and the harbour presented a busier appearance than at any time since the trouble began. Inquiries for work continued throughout the day and many applicants were turned away. The strike position at the wharves showed a distinct improvement yesterday, a number of vessels being worked by free labour under police protection, and the men engaged expressed satisfaction with the conditions offered. Cargo was handled with dispatch, and the harbour presented a busier appearance than at any time since the trouble began. Inquiries for work continued throughout the day and many applicants were turned away.: [316, 1111, 390, 1272]
- article: [316, 202, 390, 430]
- article: [551, 1052, 626, 1219]
- article: [551, 1443, 626, 1558]
- article-headline: EXHIBITION LABOUR.: [320, 19, 386, 26]
- article-subheading: PATEENA'S TRIP.: [415, 366, 447, 371]
- article: [237, 151, 312, 333]
- article-subheading: CAPITAL DISPATCH GIVEN.: [13, 151, 65, 156]
- article-subheading: STRIKE COMMITTEE'S VERSION.: [478, 28, 541, 32]
- column-2: [78, 17, 157, 928]
- article-body-text: The strike position at the wharves showed a distinct improvement yesterday, a number of vessels being worked by free labour under police protection, and the men engaged expressed satisfaction with the conditions offered. Cargo was handled with dispatch, and the harbour presented a busier appearance than at any time since the trouble began. Inquiries for work continued throughout the day and many applicants were turned away. The strike position at the wharves showed a distinct improvement yesterday, a number of vessels being worked by free labour under police protection, and the men engaged expressed satisfaction with the conditions offered. Cargo was handled with dispatch, and the harbour presented a busier appearance than at any time since the trouble began. Inquiries for work continued throughout the day and many applicants were turned away. The strike position at the wharves showed a distinct improvement yesterday, a number of vessels being worked by free labour under police protection, and the men engaged expressed satisfaction with the conditions offered. Cargo was handled with dispatch, and the harbour presented a busier appearance than at any time since the trouble began. Inquiries for work continued throughout the day and many applicants were turned away. The strike position at the wharves showed a distinct improvement yesterday, a number of vessels being worked by free labour under police protection, and the men engaged expressed satisfaction with the conditions offered. Cargo was handled with dispatch, and the harbour presented a busier appearance than at any time since the trouble began. Inquiries for work continued throughout the day and many applicants were turned away.: [551, 209, 626, 423]
- article-body-text: The strike position at the wharves showed a distinct improvement yesterday, a number of vessels being worked by free labour under police protection, and the men engaged expressed satisfaction with the conditions offered. Cargo was handled with dispatch, and the harbour presented a busier appearance than at any time since the trouble began. Inquiries for work continued throughout the day and many applicants were turned away. The strike position at the wharves showed a distinct improvement yesterday, a number of vessels being worked by free labour under police protection, and the men engaged expressed satisfaction with the conditions offered. Cargo was handled with dispatch, and the harbour presented a busier appearance than at any time since the trouble began. Inquiries for work continued throughout the day and many applicants were turned away. The strike position at the wharves showed a distinct improvement yesterday, a number of vessels being worked by free labour under police protection, and the men engaged expressed satisfaction with the conditions offered. Cargo was handled with dispatch, and the harbour presented a busier appearance than at any time since the trouble began. Inquiries for work continued throughout the day and many applicants were turned away. The strike position at the wharves showed a distinct improvement yesterday, a number of vessels being worked by free labour under police protection, and the men engaged expressed satisfaction with the conditions offered. Cargo was handled with dispatch, and the harbour presented a busier appearance than at any time since the trouble began. Inquiries for work continued throughout the day and many applicants were turned away.: [2, 844, 76, 1057]
- article-subheading: RESTAURANT WORKERS RESUMING.: [160, 386, 232, 391]
- article: [551, 425, 626, 540]
- article: [472, 145, 547, 312]
- article-subheading: CHAGRIN OVER FERRY SERVICE.: [399, 249, 463, 254]
- article-body-text: The strike position at the wharves showed a distinct improvement yesterday, a number of vessels being worked by free labour under police protection, and the men engaged expressed satisfaction with the conditions offered. Cargo was handled with dispatch, and the harbour presented a busier appearance than at any time since the trouble began. Inquiries for work continued throughout the day and many applicants were turned away. The strike position at the wharves showed a distinct improvement yesterday, a number of vessels being worked by free labour under police protection, and the men engaged expressed satisfaction with the conditions offered. Cargo was handled with dispatch, and the harbour presented a busier appearance than at any time since the trouble began. Inquiries for work continued throughout the day and many applicants were turned away. The strike position at the wharves showed a distinct improvement yesterday, a number of vessels being worked by free labour under police protection, and the men engaged expressed satisfaction with the conditions offered. Cargo was handled with dispatch, and the harbour presented a busier appearance than at any time since the trouble began. Inquiries for work continued throughout the day and many applicants were turned away.: [2, 157, 76, 319]
- article-body-text: The strike position at the wharves showed a distinct improvement yesterday, a number of vessels being worked by free labour under police protection, and the men engaged expressed satisfaction with the conditions offered. Cargo was handled with dispatch, and the harbour presented a busier appearance than at any time since the trouble began. Inquiries for work continued throughout the day and many applicants were turned away. The strike position at the wharves showed a distinct improvement yesterday, a number of vessels being worked by free labour under police protection, and the men engaged expressed satisfaction with the conditions offered. Cargo was handled with dispatch, and the harbour presented a busier appearance than at any time since the trouble began. Inquiries for work continued throughout the day and many applicants were turned away.: [551, 432, 626, 540]
- article-subheading: CONDITIONS AGAIN APPROACH NORMAL.: [164, 264, 227, 274]
- article-body-text: The strike position at the wharves showed a distinct improvement yesterday, a number of vessels being worked by free labour under police protection, and the men engaged expressed satisfaction with the conditions offered. Cargo was handled with dispatch, and the harbour presented a busier appearance than at any time since the trouble began. Inquiries for work continued throughout the day and many applicants were turned away. The strike position at the wharves showed a distinct improvement yesterday, a number of vessels being worked by free labour under police protection, and the men engaged expressed satisfaction with the conditions offered. Cargo was handled with dispatch, and the harbour presented a busier appearance than at any time since the trouble began. Inquiries for work continued throughout the day and many applicants were turned away.: [2, 1080, 76, 1189]
- article: [80, 433, 155, 550]
- article: [394, 758, 468, 873]
- article: [159, 386, 233, 554]
- article-body-text: The strike position at the wharves showed a distinct improvement yesterday, a number of vessels being worked by free labour under police protection, and the men engaged expressed satisfaction with the conditions offered. Cargo was handled with dispatch, and the harbour presented a busier appearance than at any time since the trouble began. Inquiries for work continued throughout the day and many applicants were turned away. The strike position at the wharves showed a distinct improvement yesterday, a number of vessels being worked by free labour under police protection, and the men engaged expressed satisfaction with the conditions offered. Cargo was handled with dispatch, and the harbour presented a busier appearance than at any time since the trouble began. Inquiries for work continued throughout the day and many applicants were turned away. The strike position at the wharves showed a distinct improvement yesterday, a number of vessels being worked by free labour under police protection, and the men engaged expressed satisfaction with the conditions offered. Cargo was handled with dispatch, and the harbour presented a busier appearance than at any time since the trouble began. Inquiries for work continued throughout the day and many applicants were turned away. The strike position at the wharves showed a distinct improvement yesterday, a number of vessels being worked by free labour under police protection, and the men engaged expressed satisfaction with the conditions offered. Cargo was handled with dispatch, and the harbour presented a busier appearance than at any time since the trouble began. Inquiries for work continued throughout the day and many applicants were turned away.: [159, 562, 233, 775]
- article-body-text: The strike position at the wharves showed a distinct improvement yesterday, a number of vessels being worked by free labour under police protection, and the men engaged expressed satisfaction with the conditions offered. Cargo was handled with dispatch, and the harbour presented a busier appearance than at any time since the trouble began. Inquiries for work continued throughout the day and many applicants were turned away. The strike position at the wharves showed a distinct improvement yesterday, a number of vessels being worked by free labour under police protection, and the men engaged expressed satisfaction with the conditions offered. Cargo was handled with dispatch, and the harbour presented a busier appearance than at any time since the trouble began. Inquiries for work continued throughout the day and many applicants were turned away.: [394, 1283, 468, 1392]
- article: [551, 934, 626, 1049]
- article: [237, 335, 312, 569]
- article-subheading: Strikers' Meeting.: [573, 1951, 604, 1956]
- article-subheading: Thirsty Souls.: [577, 425, 600, 430]
- article-subheading: PARENTS STARTLED.: [568, 2460, 609, 2465]
- article-body-text: The strike position at the wharves showed a distinct improvement yesterday, a number of vessels being worked by free labour under police protection, and the men engaged expressed satisfaction with the conditions offered. Cargo was handled with dispatch, and the harbour presented a busier appearance than at any time since the trouble began. Inquiries for work continued throughout the day and many applicants were turned away. The strike position at the wharves showed a distinct improvement yesterday, a number of vessels being worked by free labour under police protection, and the men engaged expressed satisfaction with the conditions offered. Cargo was handled with dispatch, and the harbour presented a busier appearance than at any time since the trouble began. Inquiries for work continued throughout the day and many applicants were turned away. The strike position at the wharves showed a distinct improvement yesterday, a number of vessels being worked by free labour under police protection, and the men engaged expressed satisfaction with the conditions offered. Cargo was handled with dispatch, and the harbour presented a busier appearance than at any time since the trouble began. Inquiries for work continued throughout the day and many applicants were turned away.: [316, 571, 390, 733]
- article-subheading: (Continued on Pages 7 and 10.): [562, 2238, 615, 2244]
- article-body-text: The strike position at the wharves showed a distinct improvement yesterday, a number of vessels being worked by free labour under police protection, and the men engaged expressed satisfaction with the conditions offered. Cargo was handled with dispatch, and the harbour presented a busier appearance than at any time since the trouble began. Inquiries for work continued throughout the day and many applicants were turned away. The strike position at the wharves showed a distinct improvement yesterday, a number of vessels being worked by free labour under police protection, and the men engaged expressed satisfaction with the conditions offered. Cargo was handled with dispatch, and the harbour presented a busier appearance than at any time since the trouble began. Inquiries for work continued throughout the day and many applicants were turned away. The strike position at the wharves showed a distinct improvement yesterday, a number of vessels being worked by free labour under police protection, and the men engaged expressed satisfaction with the conditions offered. Cargo was handled with dispatch, and the harbour presented a busier appearance than at any time since the trouble began. Inquiries for work continued throughout the day and many applicants were turned away. The strike position at the wharves showed a distinct improvement yesterday, a number of vessels being worked by free labour under police protection, and the men engaged expressed satisfaction with the conditions offered. Cargo was handled with dispatch, and the harbour presented a busier appearance than at any time since the trouble began. Inquiries for work continued throughout the day and many applicants were turned away.: [394, 542, 468, 756]
- page-number: 9: [627, 1, 633, 14]
- article-body-text: The strike position at the wharves showed a distinct improvement yesterday, a number of vessels being worked by free labour under police protection, and the men engaged expressed satisfaction with the conditions offered. Cargo was handled with dispatch, and the harbour presented a busier appearance than at any time since the trouble began. Inquiries for work continued throughout the day and many applicants were turned away. The strike position at the wharves showed a distinct improvement yesterday, a number of vessels being worked by free labour under police protection, and the men engaged expressed satisfaction with the conditions offered. Cargo was handled with dispatch, and the harbour presented a busier appearance than at any time since the trouble began. Inquiries for work continued throughout the day and many applicants were turned away.: [2, 548, 76, 658]
- column-4: [235, 17, 314, 928]
- article-subheading: WORKING THE STEAMERS.: [170, 28, 222, 32]
- article: [316, 735, 390, 969]
- article: [2, 660, 76, 828]
- article-headline: STRIKERS STOP WORKERS.: [407, 1045, 455, 1058]
- article: [80, 197, 155, 431]
- article: [2, 1191, 76, 1367]
- article-subheading: Everything Normal at Midday.: [170, 778, 222, 782]
- article-subheading: Leader Boards the Ship.: [411, 536, 451, 541]
- article-body-text: The strike position at the wharves showed a distinct improvement yesterday, a number of vessels being worked by free labour under police protection, and the men engaged expressed satisfaction with the conditions offered. Cargo was handled with dispatch, and the harbour presented a busier appearance than at any time since the trouble began. Inquiries for work continued throughout the day and many applicants were turned away. The strike position at the wharves showed a distinct improvement yesterday, a number of vessels being worked by free labour under police protection, and the men engaged expressed satisfaction with the conditions offered. Cargo was handled with dispatch, and the harbour presented a busier appearance than at any time since the trouble began. Inquiries for work continued throughout the day and many applicants were turned away.: [237, 591, 312, 701]
- masthead: [0, 0, 638, 16]
- article-subheading: EFFORTS TO HEARTEN THE STRIKERS.: [237, 34, 312, 38]
- article-headline: THE UNLOCKING OF THE PORT: [8, 19, 70, 32]
- article-body-text: The strike position at the wharves showed a distinct improvement yesterday, a number of vessels being worked by free labour under police protection, and the men engaged expressed satisfaction with the conditions offered. Cargo was handled with dispatch, and the harbour presented a busier appearance than at any time since the trouble began. Inquiries for work continued throughout the day and many applicants were turned away. The strike position at the wharves showed a distinct improvement yesterday, a number of vessels being worked by free labour under police protection, and the men engaged expressed satisfaction with the conditions offered. Cargo was handled with dispatch, and the harbour presented a busier appearance than at any time since the trouble began. Inquiries for work continued throughout the day and many applicants were turned away. The strike position at the wharves showed a distinct improvement yesterday, a number of vessels being worked by free labour under police protection, and the men engaged expressed satisfaction with the conditions offered. Cargo was handled with dispatch, and the harbour presented a busier appearance than at any time since the trouble began. Inquiries for work continued throughout the day and many applicants were turned away. The strike position at the wharves showed a distinct improvement yesterday, a number of vessels being worked by free labour under police protection, and the men engaged expressed satisfaction with the conditions offered. Cargo was handled with dispatch, and the harbour presented a busier appearance than at any time since the trouble began. Inquiries for work continued throughout the day and many applicants were turned away.: [159, 34, 233, 247]
- article: [80, 19, 155, 195]
- article: [2, 830, 76, 1057]
- article-body-text: The strike position at the wharves showed a distinct improvement yesterday, a number of vessels being worked by free labour under police protection, and the men engaged expressed satisfaction with the conditions offered. Cargo was handled with dispatch, and the harbour presented a busier appearance than at any time since the trouble began. Inquiries for work continued throughout the day and many applicants were turned away. The strike position at the wharves showed a distinct improvement yesterday, a number of vessels being worked by free labour under police protection, and the men engaged expressed satisfaction with the conditions offered. Cargo was handled with dispatch, and the harbour presented a busier appearance than at any time since the trouble began. Inquiries for work continued throughout the day and many applicants were turned away. The strike position at the wharves showed a distinct improvement yesterday, a number of vessels being worked by free labour under police protection, and the men engaged expressed satisfaction with the conditions offered. Cargo was handled with dispatch, and the harbour presented a busier appearance than at any time since the trouble began. Inquiries for work continued throughout the day and many applicants were turned away.: [394, 373, 468, 534]
- article-headline: MEN TO BE PUT OFF.: [400, 1275, 462, 1281]
- article-body-text: The strike position at the wharves showed a distinct improvement yesterday, a number of vessels being worked by free labour under police protection, and the men engaged expressed satisfaction with the conditions offered. Cargo was handled with dispatch, and the harbour presented a busier appearance than at any time since the trouble began. Inquiries for work continued throughout the day and many applicants were turned away. The strike position at the wharves showed a distinct improvement yesterday, a number of vessels being worked by free labour under police protection, and the men engaged expressed satisfaction with the conditions offered. Cargo was handled with dispatch, and the harbour presented a busier appearance than at any time since the trouble began. Inquiries for work continued throughout the day and many applicants were turned away.: [316, 446, 390, 555]
- article-subheading: BLOW FOR STRIKERS.: [409, 28, 453, 32]
- newspaper-title: THE DOMINION, WEDNESDAY, NOVEMBER 12, 1913.: [158, 1, 480, 13]
- article-body-text: The strike position at the wharves showed a distinct improvement yesterday, a number of vessels being worked by free labour under police protection, and the men engaged expressed satisfaction with the conditions offered. Cargo was handled with dispatch, and the harbour presented a busier appearance than at any time since the trouble began. Inquiries for work continued throughout the day and many applicants were turned away. The strike position at the wharves showed a distinct improvement yesterday, a number of vessels being worked by free labour under police protection, and the men engaged expressed satisfaction with the conditions offered. Cargo was handled with dispatch, and the harbour presented a busier appearance than at any time since the trouble began. Inquiries for work continued throughout the day and many applicants were turned away. The strike position at the wharves showed a distinct improvement yesterday, a number of vessels being worked by free labour under police protection, and the men engaged expressed satisfaction with the conditions offered. Cargo was handled with dispatch, and the harbour presented a busier appearance than at any time since the trouble began. Inquiries for work continued throughout the day and many applicants were turned away. The strike position at the wharves showed a distinct improvement yesterday, a number of vessels being worked by free labour under police protection, and the men engaged expressed satisfaction with the conditions offered. Cargo was handled with dispatch, and the harbour presented a busier appearance than at any time since the trouble began. Inquiries for work continued throughout the day and many applicants were turned away.: [316, 216, 390, 430]
- article-body-text: The strike position at the wharves showed a distinct improvement yesterday, a number of vessels being worked by free labour under police protection, and the men engaged expressed satisfaction with the conditions offered. Cargo was handled with dispatch, and the harbour presented a busier appearance than at any time since the trouble began. Inquiries for work continued throughout the day and many applicants were turned away. The strike position at the wharves showed a distinct improvement yesterday, a number of vessels being worked by free labour under police protection, and the men engaged expressed satisfaction with the conditions offered. Cargo was handled with dispatch, and the harbour presented a busier appearance than at any time since the trouble began. Inquiries for work continued throughout the day and many applicants were turned away.: [316, 985, 390, 1095]
- article-body-text: The strike position at the wharves showed a distinct improvement yesterday, a number of vessels being worked by free labour under police protection, and the men engaged expressed satisfaction with the conditions offered. Cargo was handled with dispatch, and the harbour presented a busier appearance than at any time since the trouble began. Inquiries for work continued throughout the day and many applicants were turned away. The strike position at the wharves showed a distinct improvement yesterday, a number of vessels being worked by free labour under police protection, and the men engaged expressed satisfaction with the conditions offered. Cargo was handled with dispatch, and the harbour presented a busier appearance than at any time since the trouble began. Inquiries for work continued throughout the day and many applicants were turned away. The strike position at the wharves showed a distinct improvement yesterday, a number of vessels being worked by free labour under police protection, and the men engaged expressed satisfaction with the conditions offered. Cargo was handled with dispatch, and the harbour presented a busier appearance than at any time since the trouble began. Inquiries for work continued throughout the day and many applicants were turned away.: [551, 1566, 626, 1728]
- article-body-text: The strike position at the wharves showed a distinct improvement yesterday, a number of vessels being worked by free labour under police protection, and the men engaged expressed satisfaction with the conditions offered. Cargo was handled with dispatch, and the harbour presented a busier appearance than at any time since the trouble began. Inquiries for work continued throughout the day and many applicants were turned away. The strike position at the wharves showed a distinct improvement yesterday, a number of vessels being worked by free labour under police protection, and the men engaged expressed satisfaction with the conditions offered. Cargo was handled with dispatch, and the harbour presented a busier appearance than at any time since the trouble began. Inquiries for work continued throughout the day and many applicants were turned away. The strike position at the wharves showed a distinct improvement yesterday, a number of vessels being worked by free labour under police protection, and the men engaged expressed satisfaction with the conditions offered. Cargo was handled with dispatch, and the harbour presented a busier appearance than at any time since the trouble began. Inquiries for work continued throughout the day and many applicants were turned away.: [2, 666, 76, 828]
- article: [394, 1045, 468, 1273]
- article-subheading: Athenic Stays All Night.: [18, 660, 60, 665]
- article: [2, 151, 76, 319]
- article-headline: TAILORS SECRET BALLOT.: [326, 557, 379, 570]
- article-body-text: The strike position at the wharves showed a distinct improvement yesterday, a number of vessels being worked by free labour under police protection, and the men engaged expressed satisfaction with the conditions offered. Cargo was handled with dispatch, and the harbour presented a busier appearance than at any time since the trouble began. Inquiries for work continued throughout the day and many applicants were turned away. The strike position at the wharves showed a distinct improvement yesterday, a number of vessels being worked by free labour under police protection, and the men engaged expressed satisfaction with the conditions offered. Cargo was handled with dispatch, and the harbour presented a busier appearance than at any time since the trouble began. Inquiries for work continued throughout the day and many applicants were turned away. The strike position at the wharves showed a distinct improvement yesterday, a number of vessels being worked by free labour under police protection, and the men engaged expressed satisfaction with the conditions offered. Cargo was handled with dispatch, and the harbour presented a busier appearance than at any time since the trouble began. Inquiries for work continued throughout the day and many applicants were turned away.: [472, 151, 547, 312]
- article-headline: STRIKE LEADERS' ATTITUDE.: [247, 571, 302, 584]
- article: [551, 543, 626, 710]
- article-headline: LABOUR IN OVER-SUPPLY.: [168, 249, 223, 262]
- column-6: [392, 17, 471, 1799]
